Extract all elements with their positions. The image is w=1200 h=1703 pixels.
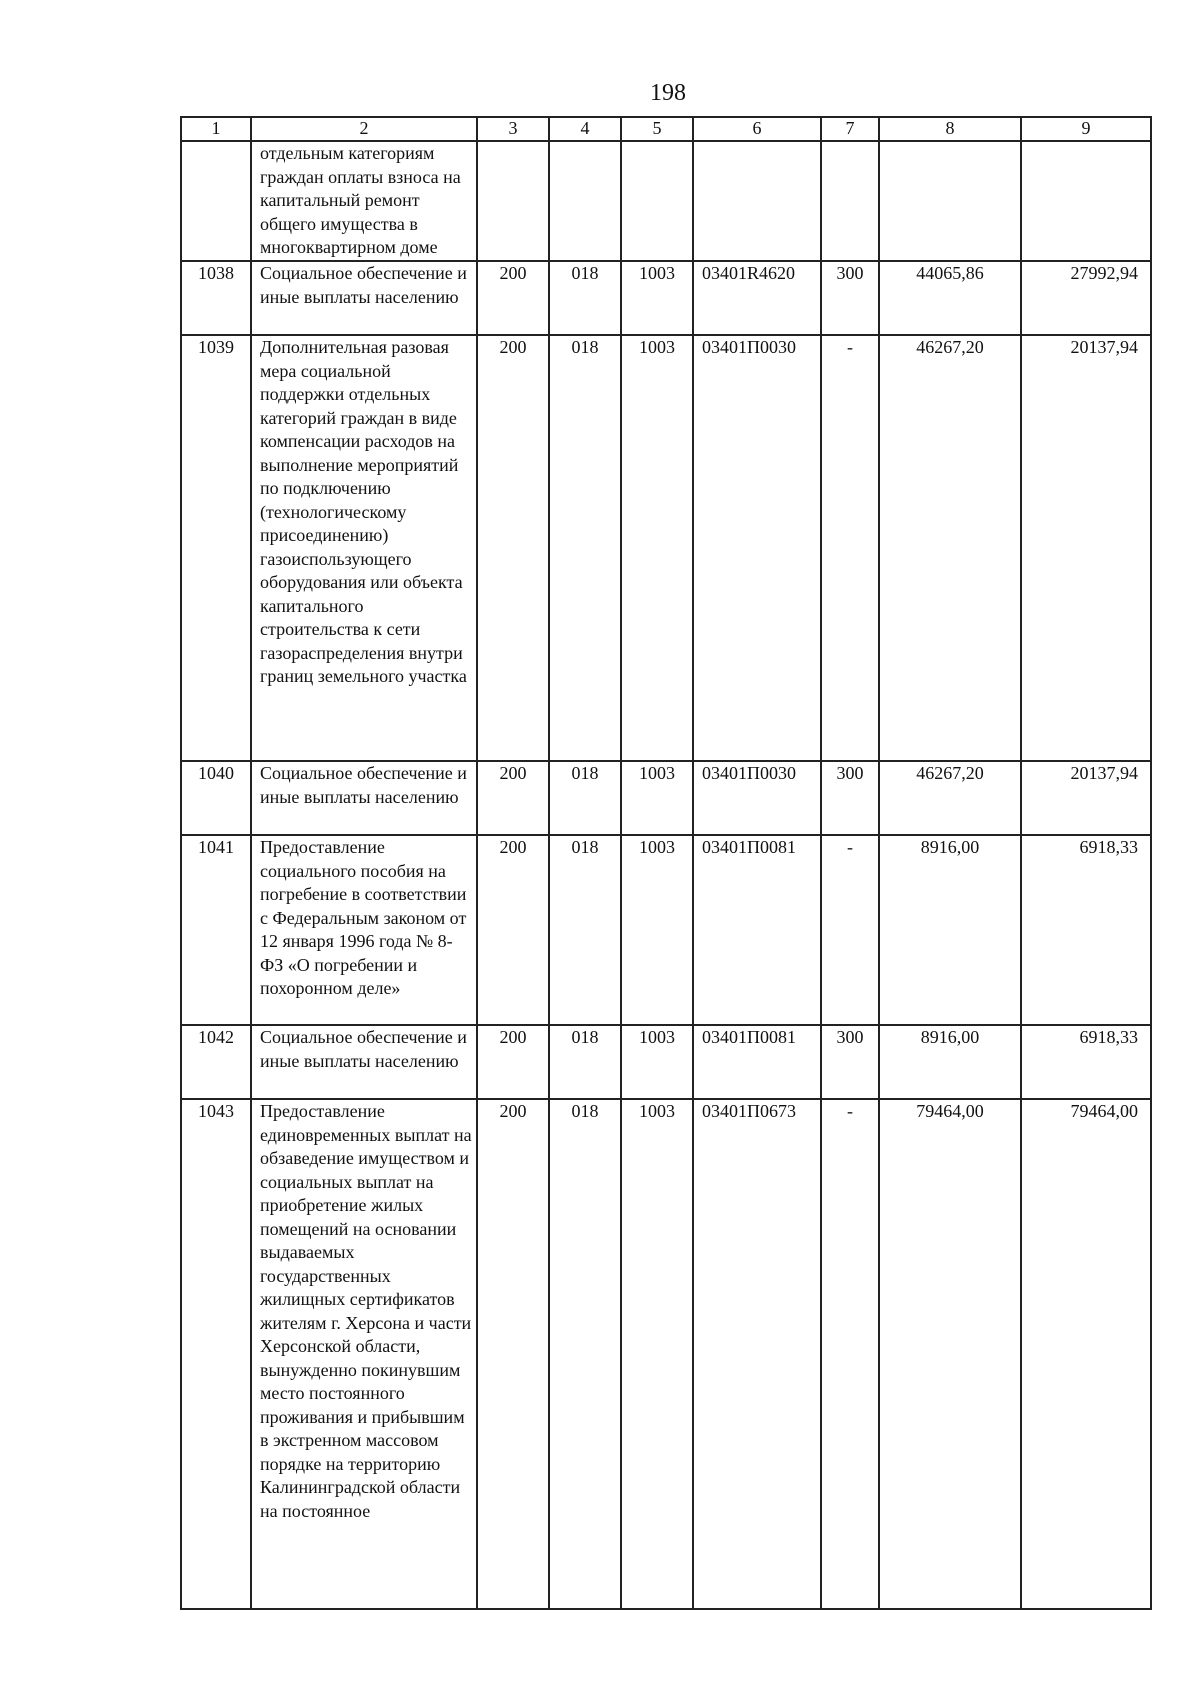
cell-col3: 200 [477, 335, 549, 761]
cell-col7: 300 [821, 261, 879, 335]
row-description: Социальное обеспечение и иные выплаты населению [251, 261, 477, 335]
cell-col9: 20137,94 [1021, 335, 1151, 761]
cell-col9 [1021, 141, 1151, 261]
column-header: 6 [693, 117, 821, 141]
cell-col9: 6918,33 [1021, 1025, 1151, 1099]
table-row [181, 141, 1151, 261]
row-description: Предоставление единовременных выплат на обзаведение имуществом и социальных выплат на приобретение жилых помещений на основании выдаваемых государственных жилищных сертификатов жителям г. Херсона и части Херсонской области, вынужденно покинувшим место постоянного проживания и прибывшим в экстренном массовом порядке на территорию Калининградской области на постоянное [251, 1099, 477, 1609]
column-header: 1 [181, 117, 251, 141]
cell-col6: 03401П0030 [693, 335, 821, 761]
cell-col8: 46267,20 [879, 761, 1021, 835]
cell-col3 [477, 141, 549, 261]
page-number: 198 [650, 80, 686, 106]
cell-col9: 20137,94 [1021, 761, 1151, 835]
column-header: 9 [1021, 117, 1151, 141]
cell-col9: 27992,94 [1021, 261, 1151, 335]
cell-col3: 200 [477, 761, 549, 835]
cell-col6: 03401П0030 [693, 761, 821, 835]
row-number: 1041 [181, 835, 251, 1025]
cell-col7 [821, 141, 879, 261]
cell-col5: 1003 [621, 761, 693, 835]
row-number: 1043 [181, 1099, 251, 1609]
cell-col3: 200 [477, 835, 549, 1025]
column-header: 4 [549, 117, 621, 141]
cell-col6: 03401П0081 [693, 835, 821, 1025]
row-number: 1038 [181, 261, 251, 335]
column-header: 7 [821, 117, 879, 141]
table-row [181, 1025, 1151, 1099]
row-description: отдельным категориям граждан оплаты взноса на капитальный ремонт общего имущества в многоквартирном доме [251, 141, 477, 261]
cell-col5: 1003 [621, 1099, 693, 1609]
cell-col7: - [821, 335, 879, 761]
column-header: 2 [251, 117, 477, 141]
cell-col4: 018 [549, 261, 621, 335]
cell-col8: 8916,00 [879, 1025, 1021, 1099]
row-number [181, 141, 251, 261]
cell-col3: 200 [477, 1099, 549, 1609]
cell-col3: 200 [477, 1025, 549, 1099]
cell-col5: 1003 [621, 1025, 693, 1099]
cell-col5 [621, 141, 693, 261]
column-header: 5 [621, 117, 693, 141]
cell-col5: 1003 [621, 335, 693, 761]
cell-col8: 44065,86 [879, 261, 1021, 335]
cell-col4: 018 [549, 335, 621, 761]
cell-col6: 03401R4620 [693, 261, 821, 335]
row-number: 1040 [181, 761, 251, 835]
table-row [181, 335, 1151, 761]
table-row [181, 1099, 1151, 1609]
row-description: Дополнительная разовая мера социальной поддержки отдельных категорий граждан в виде компенсации расходов на выполнение мероприятий по подключению (технологическому присоединению) газоиспользующего оборудования или объекта капитального строительства к сети газораспределения внутри границ земельного участка [251, 335, 477, 761]
table-row [181, 761, 1151, 835]
table-row [181, 835, 1151, 1025]
cell-col7: 300 [821, 761, 879, 835]
cell-col4: 018 [549, 761, 621, 835]
budget-table [180, 116, 1152, 1610]
cell-col6: 03401П0081 [693, 1025, 821, 1099]
cell-col7: 300 [821, 1025, 879, 1099]
cell-col7: - [821, 1099, 879, 1609]
cell-col8: 79464,00 [879, 1099, 1021, 1609]
table-header-row [181, 117, 1151, 141]
row-description: Социальное обеспечение и иные выплаты населению [251, 761, 477, 835]
cell-col8 [879, 141, 1021, 261]
cell-col6 [693, 141, 821, 261]
row-number: 1039 [181, 335, 251, 761]
row-description: Предоставление социального пособия на погребение в соответствии с Федеральным законом от 12 января 1996 года № 8-ФЗ «О погребении и похоронном деле» [251, 835, 477, 1025]
column-header: 8 [879, 117, 1021, 141]
cell-col7: - [821, 835, 879, 1025]
row-description: Социальное обеспечение и иные выплаты населению [251, 1025, 477, 1099]
table-row [181, 261, 1151, 335]
cell-col4 [549, 141, 621, 261]
cell-col5: 1003 [621, 261, 693, 335]
cell-col8: 8916,00 [879, 835, 1021, 1025]
column-header: 3 [477, 117, 549, 141]
cell-col9: 6918,33 [1021, 835, 1151, 1025]
cell-col4: 018 [549, 1025, 621, 1099]
cell-col5: 1003 [621, 835, 693, 1025]
cell-col6: 03401П0673 [693, 1099, 821, 1609]
row-number: 1042 [181, 1025, 251, 1099]
cell-col3: 200 [477, 261, 549, 335]
cell-col4: 018 [549, 835, 621, 1025]
cell-col9: 79464,00 [1021, 1099, 1151, 1609]
cell-col8: 46267,20 [879, 335, 1021, 761]
cell-col4: 018 [549, 1099, 621, 1609]
